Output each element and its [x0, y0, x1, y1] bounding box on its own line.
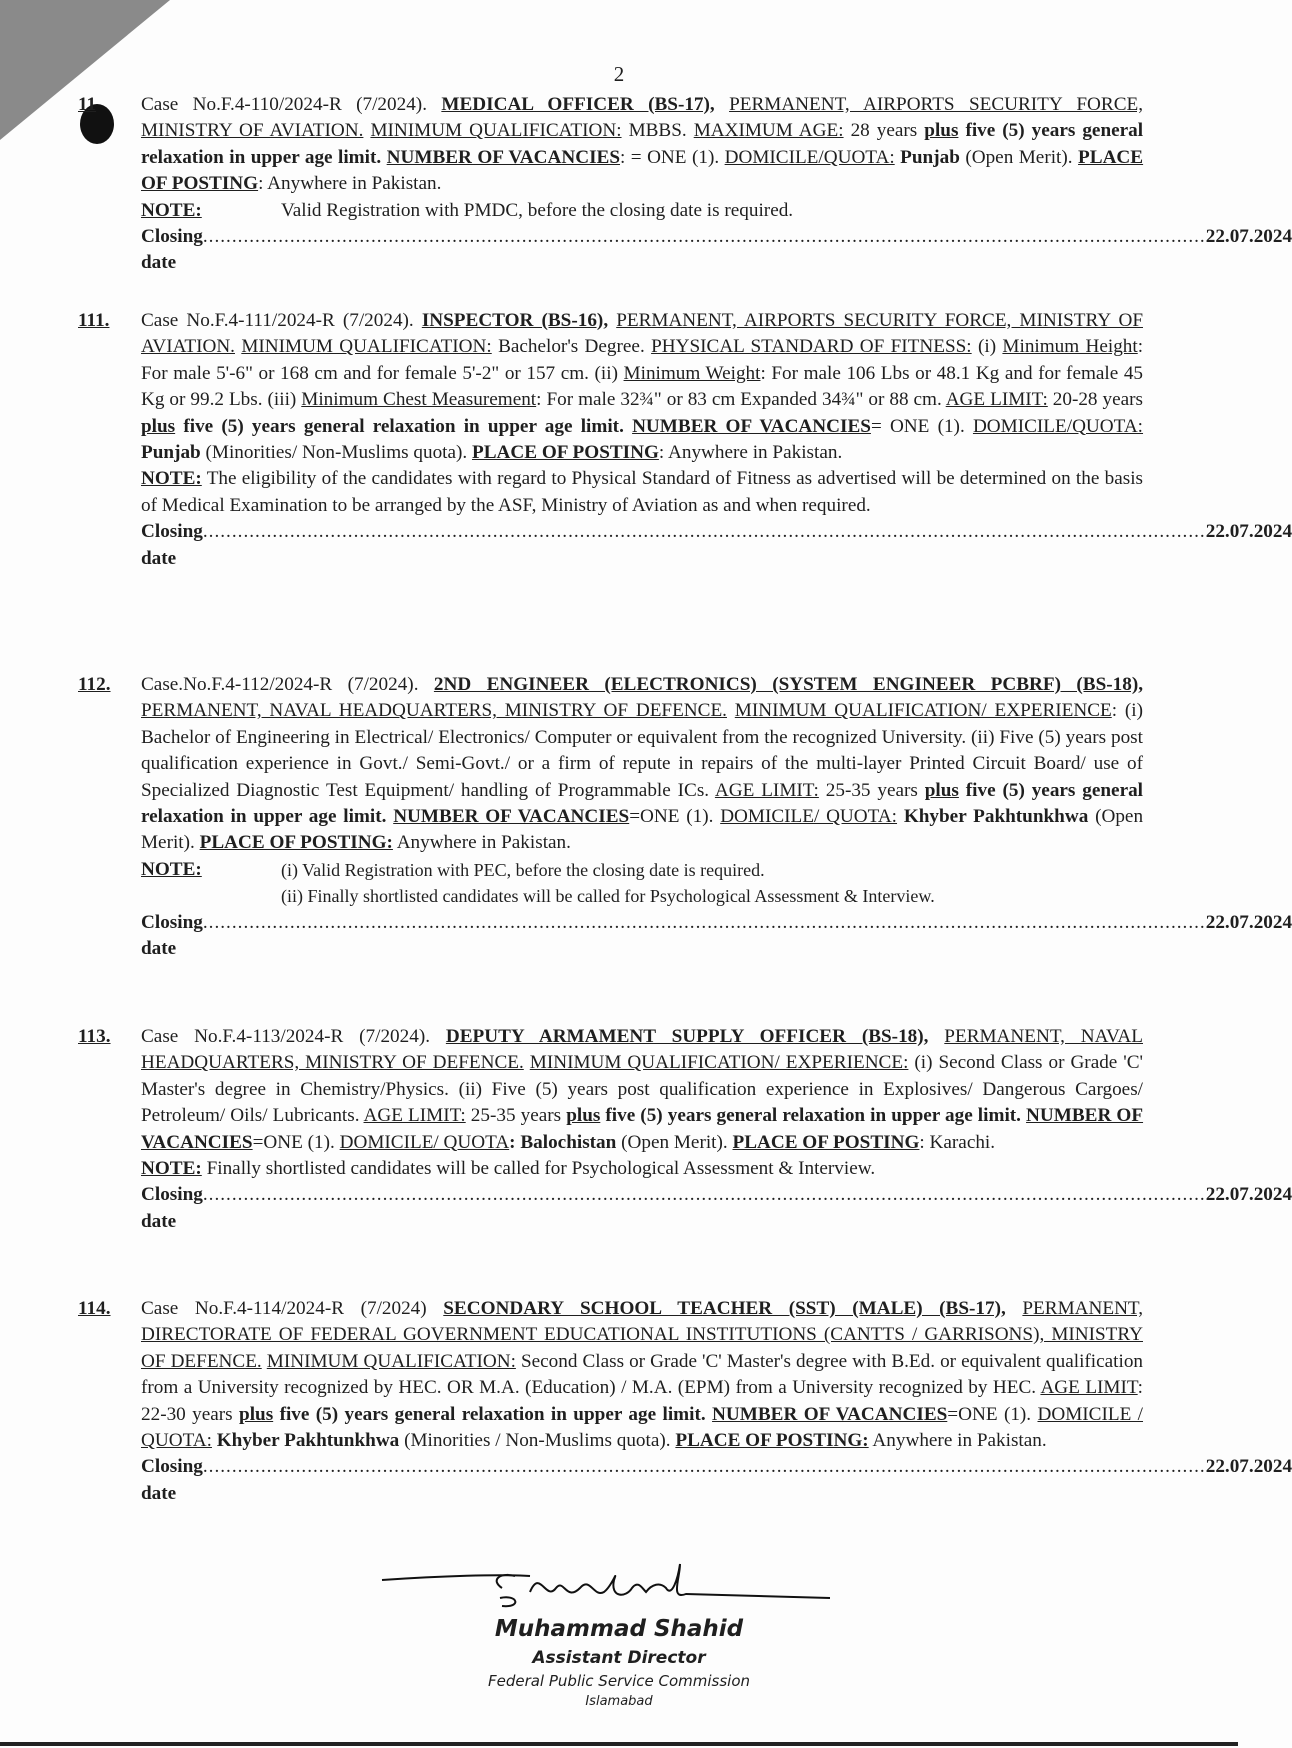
chest-text: : For male 32¾" or 83 cm Expanded 34¾" or 88 cm.: [536, 389, 942, 411]
vacancies-label: NUMBER OF VACANCIES: [632, 415, 871, 437]
relaxation-text: five (5) years general relaxation in upper age limit.: [141, 120, 1144, 168]
signer-name: Muhammad Shahid: [494, 1616, 744, 1642]
age-label: AGE LIMIT:: [363, 1105, 466, 1127]
note-text: Finally shortlisted candidates will be called for Psychological Assessment & Interview.: [206, 1158, 876, 1180]
min-qualification-text: Bachelor's Degree.: [498, 336, 645, 358]
closing-date-row: [141, 1454, 1292, 1507]
posting-text: : Karachi.: [919, 1131, 996, 1153]
note-text: (ii) Finally shortlisted candidates will be called for Psychological Assessment & Interview.: [281, 886, 935, 907]
closing-date-row: [141, 519, 1292, 572]
posting-label: PLACE OF POSTING: [732, 1131, 920, 1153]
domicile-quota: (Open Merit).: [965, 146, 1073, 168]
post-title: DEPUTY ARMAMENT SUPPLY OFFICER (BS-18),: [445, 1026, 929, 1047]
posting-label: PLACE OF POSTING:: [675, 1430, 869, 1452]
weight-text: : For male 106 Lbs or 48.1 Kg and for female 45 Kg or 99.2 Lbs. (iii): [141, 362, 1144, 411]
post-title: INSPECTOR (BS-16),: [421, 310, 609, 331]
note-label: NOTE:: [141, 858, 202, 880]
post-title: MEDICAL OFFICER (BS-17),: [441, 94, 715, 115]
age-text: : 22-30 years: [141, 1377, 1143, 1425]
case-number: Case No.F.4-113/2024-R (7/2024).: [141, 1026, 431, 1047]
weight-label: Minimum Weight: [623, 362, 761, 384]
item-number: 11: [78, 94, 97, 115]
department: PERMANENT, NAVAL HEADQUARTERS, MINISTRY OF DEFENCE.: [141, 1026, 1143, 1074]
vacancies-label: NUMBER OF VACANCIES: [141, 1105, 1144, 1153]
min-qualification-label: MINIMUM QUALIFICATION/ EXPERIENCE: [734, 700, 1112, 722]
closing-label: Closing date: [141, 911, 203, 960]
department: PERMANENT, NAVAL HEADQUARTERS, MINISTRY OF DEFENCE.: [141, 700, 727, 722]
domicile-quota: (Open Merit).: [621, 1131, 728, 1153]
handwritten-signature: [380, 1558, 840, 1618]
plus-word: plus: [924, 779, 959, 801]
case-number: Case.No.F.4-112/2024-R (7/2024).: [141, 674, 419, 695]
age-text: 25-35 years: [470, 1105, 562, 1127]
relaxation-text: five (5) years general relaxation in upper age limit.: [183, 415, 624, 437]
department: PERMANENT, AIRPORTS SECURITY FORCE, MINISTRY OF AVIATION.: [141, 94, 1144, 142]
post-title: 2ND ENGINEER (ELECTRONICS) (SYSTEM ENGINEER PCBRF) (BS-18),: [433, 674, 1144, 695]
closing-date: 22.07.2024: [1205, 911, 1292, 933]
age-label: MAXIMUM AGE:: [693, 120, 844, 142]
domicile-quota: (Minorities/ Non-Muslims quota).: [205, 442, 468, 464]
age-label: AGE LIMIT:: [945, 389, 1048, 411]
closing-date: 22.07.2024: [1205, 226, 1292, 248]
domicile-province: Khyber Pakhtunkhwa: [903, 806, 1089, 828]
min-qualification-label: MINIMUM QUALIFICATION:: [370, 120, 622, 142]
physical-standard-label: PHYSICAL STANDARD OF FITNESS:: [651, 336, 972, 358]
closing-date: 22.07.2024: [1205, 1184, 1292, 1206]
page-number: 2: [613, 62, 625, 86]
min-qualification-text: Second Class or Grade 'C' Master's degree with B.Ed. or equivalent qualification from a University recognized by HEC. OR M.A. (Education) / M.A. (EPM) from a University recognized by HEC.: [141, 1350, 1144, 1399]
vacancies-text: =ONE (1).: [629, 806, 714, 828]
vacancies-label: NUMBER OF VACANCIES: [386, 146, 621, 168]
age-text: 25-35 years: [825, 779, 918, 801]
domicile-province: : Balochistan: [509, 1131, 617, 1153]
posting-text: Anywhere in Pakistan.: [872, 1430, 1047, 1452]
closing-date-row: [141, 910, 1292, 963]
leader-dots: .............................................................................................................................................................................: [202, 521, 1206, 543]
signer-organization: Federal Public Service Commission: [487, 1672, 751, 1690]
domicile-label: DOMICILE/QUOTA:: [972, 415, 1144, 437]
leader-dots: .............................................................................................................................................................................: [202, 911, 1206, 933]
item-number: 114.: [78, 1298, 111, 1319]
note-text: (i) Valid Registration with PEC, before the closing date is required.: [281, 859, 765, 880]
age-label: AGE LIMIT: [1040, 1377, 1138, 1399]
case-number: Case No.F.4-114/2024-R (7/2024): [141, 1298, 427, 1319]
height-label: Minimum Height: [1002, 336, 1138, 358]
relaxation-text: five (5) years general relaxation in upper age limit.: [279, 1403, 706, 1425]
domicile-quota: (Minorities / Non-Muslims quota).: [404, 1430, 671, 1452]
domicile-province: Punjab: [900, 146, 960, 168]
closing-date-row: [141, 1182, 1292, 1235]
posting-text: : Anywhere in Pakistan.: [658, 442, 843, 464]
min-qualification-text: (i) Second Class or Grade 'C' Master's degree in Chemistry/Physics. (ii) Five (5) years post qualification experience in Explosives/ Dangerous Cargoes/ Petroleum/ Oils/ Lubricants.: [141, 1052, 1144, 1127]
case-number: Case No.F.4-111/2024-R (7/2024).: [141, 310, 414, 331]
note-text: The eligibility of the candidates with regard to Physical Standard of Fitness as advertised will be determined on the basis of Medical Examination to be arranged by the ASF, Ministry of Aviation as and when required.: [141, 468, 1143, 516]
min-qualification-label: MINIMUM QUALIFICATION:: [266, 1350, 516, 1372]
closing-date: 22.07.2024: [1205, 521, 1292, 543]
domicile-label: DOMICILE/ QUOTA:: [720, 806, 898, 828]
closing-label: Closing date: [141, 226, 203, 274]
min-qualification-text: : (i) Bachelor of Engineering in Electrical/ Electronics/ Computer or equivalent from the recognized University. (ii) Five (5) years post qualification experience in Govt./ Semi-Govt./ or a firm of repute in repairs of the multi-layer Printed Circuit Board/ use of Specialized Diagnostic Test Equipment/ handling of Programmable ICs.: [141, 700, 1143, 801]
closing-label: Closing date: [141, 1456, 203, 1504]
age-label: AGE LIMIT:: [714, 779, 819, 801]
vacancies-text: : = ONE (1).: [620, 146, 720, 168]
relaxation-text: five (5) years general relaxation in upper age limit.: [605, 1105, 1021, 1127]
scan-bottom-edge: [0, 1742, 1238, 1746]
min-qualification-label: MINIMUM QUALIFICATION:: [241, 336, 492, 358]
posting-label: PLACE OF POSTING: [472, 442, 659, 464]
vacancy-item-110: [78, 92, 1292, 277]
domicile-label: DOMICILE/ QUOTA: [339, 1131, 510, 1153]
closing-date-row: [141, 224, 1292, 277]
age-text: 20-28 years: [1052, 389, 1143, 411]
vacancies-text: =ONE (1).: [947, 1403, 1032, 1425]
item-number: 113.: [78, 1026, 111, 1047]
domicile-quota: (Open Merit).: [141, 806, 1144, 854]
department: PERMANENT, AIRPORTS SECURITY FORCE, MINISTRY OF AVIATION.: [141, 310, 1143, 358]
vacancies-label: NUMBER OF VACANCIES: [712, 1403, 948, 1425]
department: PERMANENT, DIRECTORATE OF FEDERAL GOVERNMENT EDUCATIONAL INSTITUTIONS (CANTTS / GARRISONS), MINISTRY OF DEFENCE.: [141, 1298, 1144, 1372]
leader-dots: .............................................................................................................................................................................: [202, 1456, 1206, 1478]
vacancy-item-113: [78, 1024, 1292, 1235]
vacancies-text: = ONE (1).: [870, 415, 965, 437]
case-number: Case No.F.4-110/2024-R (7/2024).: [141, 94, 427, 115]
posting-text: : Anywhere in Pakistan.: [258, 173, 442, 195]
vacancies-label: NUMBER OF VACANCIES: [393, 806, 630, 828]
note-label: NOTE:: [141, 468, 202, 490]
closing-label: Closing date: [141, 1184, 203, 1232]
relaxation-text: five (5) years general relaxation in upper age limit.: [141, 779, 1144, 828]
domicile-label: DOMICILE / QUOTA:: [141, 1403, 1144, 1452]
closing-date: 22.07.2024: [1205, 1456, 1292, 1478]
domicile-province: Khyber Pakhtunkhwa: [216, 1430, 400, 1452]
note-text: Valid Registration with PMDC, before the closing date is required.: [281, 199, 794, 221]
signer-city: Islamabad: [585, 1694, 653, 1709]
age-text: 28 years: [850, 120, 918, 142]
leader-dots: .............................................................................................................................................................................: [202, 226, 1206, 248]
chest-label: Minimum Chest Measurement: [301, 389, 537, 411]
post-title: SECONDARY SCHOOL TEACHER (SST) (MALE) (BS-17),: [443, 1298, 1006, 1319]
min-qualification-label: MINIMUM QUALIFICATION/ EXPERIENCE:: [529, 1052, 909, 1074]
domicile-province: Punjab: [141, 442, 201, 464]
posting-text: Anywhere in Pakistan.: [396, 832, 571, 854]
vacancy-item-111: [78, 308, 1292, 572]
height-prefix: (i): [977, 336, 997, 358]
posting-label: PLACE OF POSTING:: [199, 832, 393, 854]
posting-label: PLACE OF POSTING: [141, 146, 1144, 195]
item-number: 111.: [78, 310, 110, 331]
plus-word: plus: [566, 1105, 601, 1127]
plus-word: plus: [239, 1403, 274, 1425]
closing-label: Closing date: [141, 521, 203, 569]
leader-dots: .............................................................................................................................................................................: [202, 1184, 1206, 1206]
vacancies-text: =ONE (1).: [252, 1131, 335, 1153]
plus-word: plus: [924, 120, 959, 142]
plus-word: plus: [141, 415, 176, 437]
domicile-label: DOMICILE/QUOTA:: [724, 146, 895, 168]
vacancy-item-114: [78, 1296, 1292, 1507]
signer-designation: Assistant Director: [532, 1648, 706, 1668]
vacancy-item-112: [78, 672, 1292, 962]
note-label: NOTE:: [141, 199, 202, 221]
note-label: NOTE:: [141, 1158, 202, 1180]
min-qualification-text: MBBS.: [628, 120, 687, 142]
height-text: : For male 5'-6" or 168 cm and for female 5'-2" or 157 cm. (ii): [141, 336, 1144, 384]
item-number: 112.: [78, 674, 111, 695]
